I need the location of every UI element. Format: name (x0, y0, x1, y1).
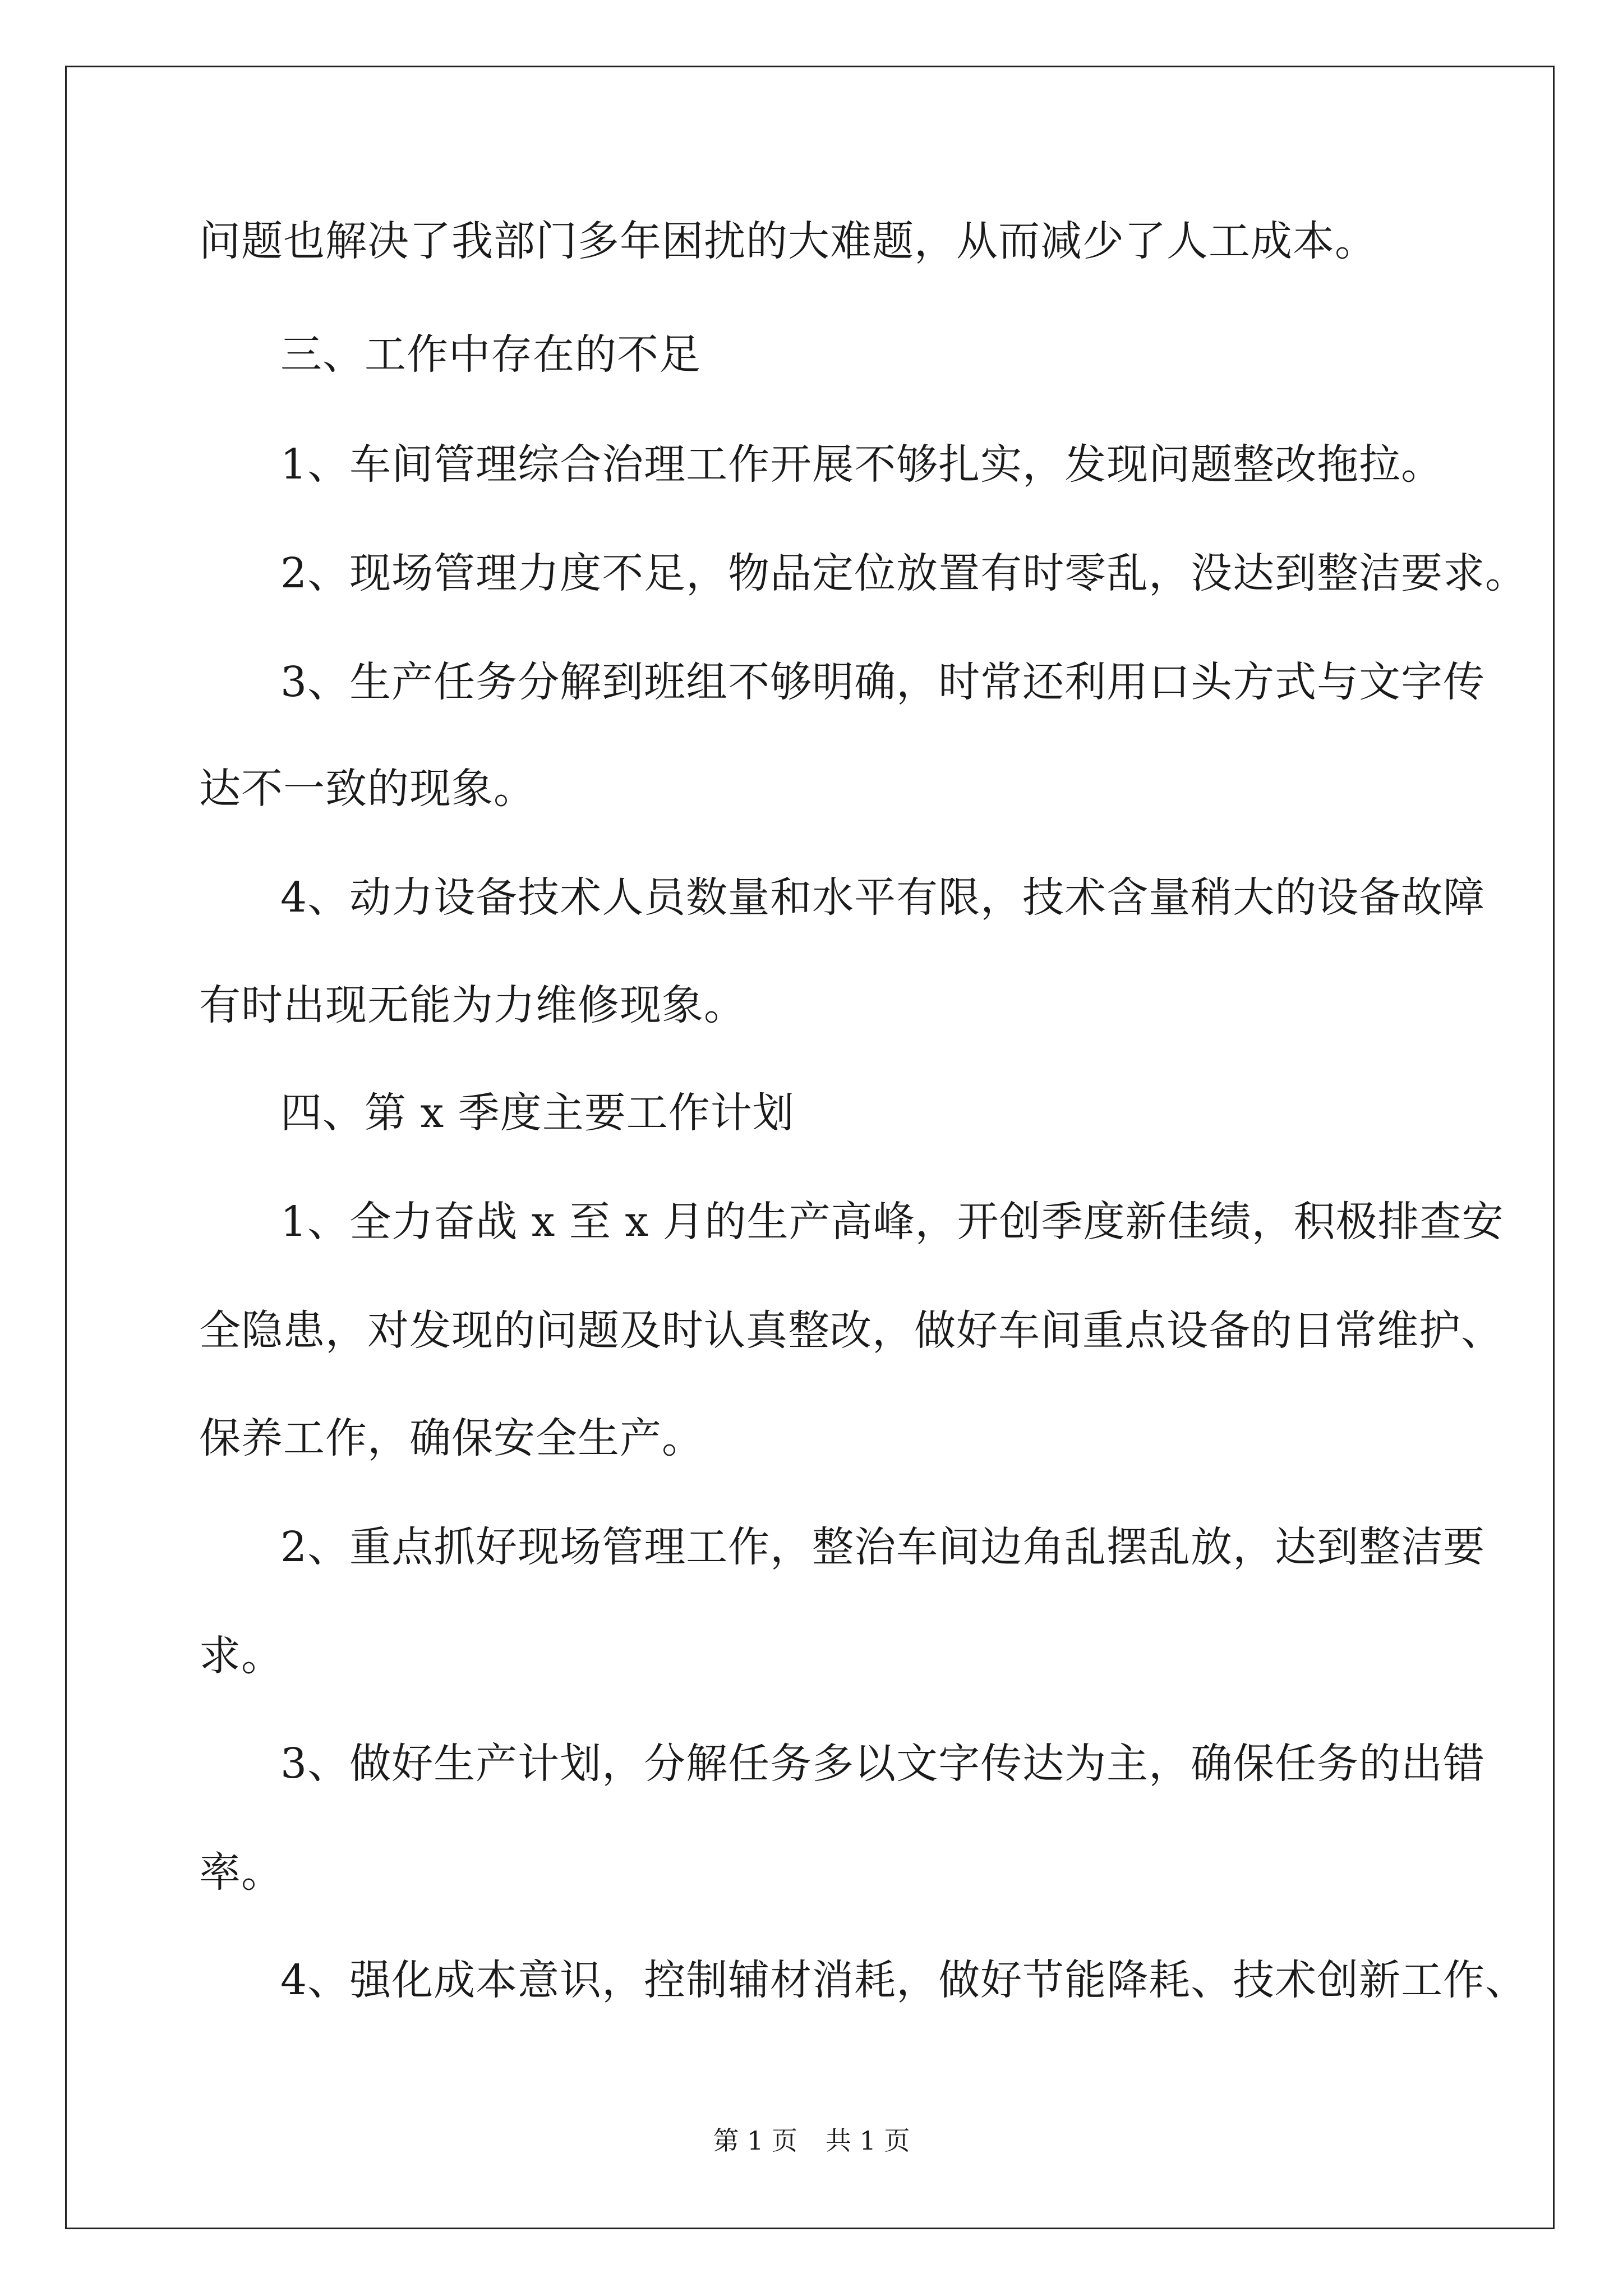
body-line: 4、动力设备技术人员数量和水平有限，技术含量稍大的设备故障 (280, 873, 1486, 922)
section-heading: 四、第 x 季度主要工作计划 (280, 1089, 795, 1137)
page-footer (0, 2124, 1623, 2157)
body-line: 有时出现无能为力维修现象。 (199, 981, 746, 1029)
page-total: 共 1 页 (826, 2125, 910, 2156)
body-line: 3、生产任务分解到班组不够明确，时常还利用口头方式与文字传 (280, 658, 1486, 706)
body-line: 3、做好生产计划，分解任务多以文字传达为主，确保任务的出错 (280, 1740, 1486, 1788)
body-line: 2、现场管理力度不足，物品定位放置有时零乱，没达到整洁要求。 (280, 549, 1528, 597)
page-number: 第 1 页 (713, 2125, 797, 2156)
body-line: 求。 (199, 1632, 283, 1680)
body-line: 率。 (199, 1848, 283, 1897)
body-line: 1、车间管理综合治理工作开展不够扎实，发现问题整改拖拉。 (280, 440, 1444, 489)
body-line: 达不一致的现象。 (199, 765, 536, 813)
section-heading: 三、工作中存在的不足 (280, 330, 701, 379)
body-line: 2、重点抓好现场管理工作，整治车间边角乱摆乱放，达到整洁要 (280, 1523, 1486, 1571)
body-line: 全隐患，对发现的问题及时认真整改，做好车间重点设备的日常维护、 (199, 1306, 1503, 1355)
body-line: 1、全力奋战 x 至 x 月的生产高峰，开创季度新佳绩，积极排查安 (280, 1198, 1504, 1246)
body-line: 4、强化成本意识，控制辅材消耗，做好节能降耗、技术创新工作、 (280, 1956, 1528, 2004)
body-line: 保养工作，确保安全生产。 (199, 1414, 704, 1462)
body-line: 问题也解决了我部门多年困扰的大难题，从而减少了人工成本。 (199, 217, 1377, 265)
page-border (65, 66, 1555, 2229)
